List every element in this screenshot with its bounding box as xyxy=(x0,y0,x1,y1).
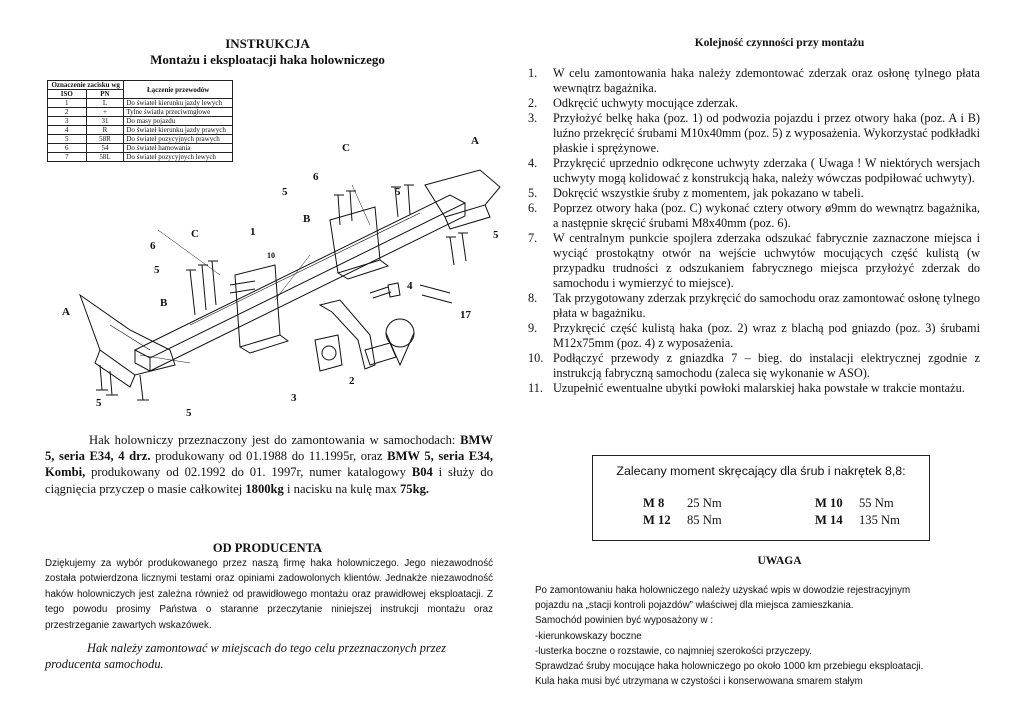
step-number: 2. xyxy=(528,96,538,110)
desc-cell: Do masy pojazdu xyxy=(124,117,233,126)
step-text: Dokręcić wszystkie śruby z momentem, jak pokazano w tabeli. xyxy=(553,186,864,200)
step-number: 10. xyxy=(528,351,544,365)
step-text: Odkręcić uchwyty mocujące zderzak. xyxy=(553,96,739,110)
warning-line: pojazdu na „stacji kontroli pojazdów” właściwej dla miejsca zamieszkania. xyxy=(535,600,854,612)
producer-section-body: Dziękujemy za wybór produkowanego przez naszą firmę haka holowniczego. Jego niezawodność została potwierdzona licznymi testami oraz opiniami zadowolonych klientów. Jednakże niezawodność haków holowniczych jest zależna również od prawidłowego montażu oraz prawidłowej eksploatacji. Z tego powodu prosimy Państwa o staranne przeczytanie niniejszej instrukcji montażu oraz przestrzeganie zawartych wskazówek. xyxy=(45,558,493,631)
list-item xyxy=(528,66,980,96)
list-item xyxy=(528,201,980,231)
label-5: 5 xyxy=(395,186,401,198)
torque-m10-value: 55 Nm xyxy=(859,496,894,510)
step-number: 4. xyxy=(528,156,538,170)
car-model-1: BMW 5, seria E34, 4 drz. xyxy=(45,433,493,464)
label-b-right: B xyxy=(303,213,311,225)
table-header-pn: PN xyxy=(86,90,124,99)
label-5: 5 xyxy=(186,407,192,419)
warning-line: Kula haka musi być utrzymana w czystości i konserwowana smarem stałym xyxy=(535,676,863,688)
max-ball-load: 75kg. xyxy=(399,481,430,496)
label-5: 5 xyxy=(96,397,102,409)
label-c-left: C xyxy=(191,228,199,240)
step-number: 9. xyxy=(528,321,538,335)
step-number: 3. xyxy=(528,111,538,125)
list-item xyxy=(528,156,980,186)
label-6: 6 xyxy=(313,171,319,183)
label-5: 5 xyxy=(154,264,160,276)
step-text: Uzupełnić ewentualne ubytki powłoki malarskiej haka powstałe w trakcie montażu. xyxy=(553,381,965,395)
label-4: 4 xyxy=(407,280,413,292)
torque-m8-label: M 8 xyxy=(643,496,665,510)
label-a-left: A xyxy=(62,306,70,318)
desc-cell: Do świateł kierunku jazdy prawych xyxy=(124,126,233,135)
list-item xyxy=(528,291,980,321)
torque-m14-value: 135 Nm xyxy=(859,513,900,527)
iso-cell: 7 xyxy=(48,153,87,162)
warning-body xyxy=(535,583,985,689)
car-model-2: BMW 5, seria E34, Kombi, xyxy=(45,449,494,480)
label-17: 17 xyxy=(460,309,471,321)
label-c-right: C xyxy=(342,142,350,154)
torque-m10-label: M 10 xyxy=(815,496,843,510)
iso-cell: 3 xyxy=(48,117,87,126)
iso-cell: 6 xyxy=(48,144,87,153)
torque-m12-value: 85 Nm xyxy=(687,513,722,527)
step-text: Tak przygotowany zderzak przykręcić do samochodu oraz zamontować osłonę tylnego płata w bagażniku. xyxy=(553,291,980,320)
list-item xyxy=(528,186,980,201)
label-5: 5 xyxy=(282,186,288,198)
description-intro: Hak holowniczy przeznaczony jest do zamontowania w samochodach: xyxy=(89,433,456,447)
label-b-left: B xyxy=(160,297,168,309)
table-header-connection: Łączenie przewodów xyxy=(124,81,233,99)
iso-cell: 2 xyxy=(48,108,87,117)
step-text: Przykręcić część kulistą haka (poz. 2) wraz z blachą pod gniazdo (poz. 3) śrubami M12x75mm (poz. 4) z wyposażenia. xyxy=(553,321,980,350)
desc-cell: Do świateł hamowania xyxy=(124,144,233,153)
iso-cell: 4 xyxy=(48,126,87,135)
list-item xyxy=(528,321,980,351)
vehicle-description xyxy=(45,432,493,497)
table-row xyxy=(48,108,233,117)
description-paragraph xyxy=(45,432,493,497)
label-a-right: A xyxy=(471,135,479,147)
desc-cell: Do świateł pozycyjnych lewych xyxy=(124,153,233,162)
torque-m14-label: M 14 xyxy=(815,513,843,527)
label-5: 5 xyxy=(493,229,499,241)
description-text: produkowany od 02.1992 do 01. 1997r, numer katalogowy xyxy=(85,465,412,480)
label-2: 2 xyxy=(349,375,355,387)
pn-cell: L xyxy=(86,99,124,108)
step-number: 1. xyxy=(528,66,538,80)
torque-m8-value: 25 Nm xyxy=(687,496,722,510)
step-text: Przyłożyć belkę haka (poz. 1) od podwozia pojazdu i przez otwory haka (poz. A i B) luźno przekręcić śrubami M10x40mm (poz. 5) z wyposażenia. Wykorzystać podkładki płaskie i sprężynowe. xyxy=(553,111,980,155)
desc-cell: Do świateł pozycyjnych prawych xyxy=(124,135,233,144)
description-text: i nacisku na kulę max xyxy=(283,481,400,496)
warning-line: -kierunkowskazy boczne xyxy=(535,630,642,642)
mounting-steps-title: Kolejność czynności przy montażu xyxy=(694,37,865,49)
list-item xyxy=(528,96,980,111)
warning-line: Sprawdzać śruby mocujące haka holowniczego po około 1000 km przebiegu eksploatacji. xyxy=(535,661,924,673)
description-text: i służy do ciągnięcia przyczep o masie całkowitej xyxy=(45,465,494,496)
pn-cell: 31 xyxy=(86,117,124,126)
list-item xyxy=(528,231,980,291)
warning-line: Samochód powinien być wyposażony w : xyxy=(535,615,714,627)
producer-mounting-note: Hak należy zamontować w miejscach do tego celu przeznaczonych przez producenta samochodu. xyxy=(45,641,446,671)
table-header-iso: ISO xyxy=(48,90,87,99)
document-title: INSTRUKCJA xyxy=(225,36,310,51)
iso-cell: 5 xyxy=(48,135,87,144)
desc-cell: Do świateł kierunku jazdy lewych xyxy=(124,99,233,108)
step-number: 8. xyxy=(528,291,538,305)
torque-m12-label: M 12 xyxy=(643,513,671,527)
pn-cell: 58R xyxy=(86,135,124,144)
label-6: 6 xyxy=(150,240,156,252)
pn-cell: + xyxy=(86,108,124,117)
list-item xyxy=(528,111,980,156)
torque-table-title: Zalecany moment skręcający dla śrub i nakrętek 8,8: xyxy=(616,464,906,478)
step-text: Poprzez otwory haka (poz. C) wykonać cztery otwory ø9mm do wewnątrz bagażnika, a następnie skręcić śrubami M8x40mm (poz. 6). xyxy=(553,201,980,230)
pn-cell: 58L xyxy=(86,153,124,162)
step-text: W centralnym punkcie spojlera zderzaka odszukać fabrycznie zaznaczone miejsca i wyciąć prostokątny otwór na wejście uchwytów mocujących część kulistą (w przypadku trudności z odszukaniem fabrycznego miejsca przyłożyć zderzak do samochodu i wymierzyć to miejsce). xyxy=(553,231,980,290)
warning-title: UWAGA xyxy=(757,555,802,567)
step-number: 5. xyxy=(528,186,538,200)
desc-cell: Tylne światła przeciwmgłowe xyxy=(124,108,233,117)
torque-table-box xyxy=(592,455,930,541)
step-text: Podłączyć przewody z gniazdka 7 – bieg. do instalacji elektrycznej zgodnie z instrukcją fabryczną samochodu (zaleca się wykonanie w ASO). xyxy=(553,351,980,380)
warning-line: -lusterka boczne o rozstawie, co najmniej szerokości przyczepy. xyxy=(535,645,812,657)
towbar-exploded-diagram xyxy=(40,125,535,425)
step-text: Przykręcić uprzednio odkręcone uchwyty zderzaka ( Uwaga ! W niektórych wersjach uchwyty mogą kolidować z konstrukcją haka, należy wówczas podpiłować uchwyty). xyxy=(553,156,980,185)
step-number: 6. xyxy=(528,201,538,215)
mounting-steps-list xyxy=(528,66,980,396)
table-row xyxy=(48,99,233,108)
step-number: 7. xyxy=(528,231,538,245)
table-header-marking: Oznaczenie zacisku wg xyxy=(48,81,124,90)
list-item xyxy=(528,381,980,396)
label-3: 3 xyxy=(291,392,297,404)
step-text: W celu zamontowania haka należy zdemontować zderzak oraz osłonę tylnego płata wewnątrz bagażnika. xyxy=(553,66,980,95)
catalog-number: B04 xyxy=(411,465,433,480)
producer-section-title: OD PRODUCENTA xyxy=(212,541,323,555)
pn-cell: R xyxy=(86,126,124,135)
step-number: 11. xyxy=(528,381,543,395)
label-1: 1 xyxy=(250,226,256,238)
warning-line: Po zamontowaniu haka holowniczego należy uzyskać wpis w dowodzie rejestracyjnym xyxy=(535,585,911,596)
max-trailer-mass: 1800kg xyxy=(245,481,284,496)
iso-cell: 1 xyxy=(48,99,87,108)
list-item xyxy=(528,351,980,381)
description-text: produkowany od 01.1988 do 11.1995r, oraz xyxy=(150,449,388,464)
pn-cell: 54 xyxy=(86,144,124,153)
document-subtitle: Montażu i eksploatacji haka holowniczego xyxy=(150,52,385,67)
label-10: 10 xyxy=(267,251,275,260)
